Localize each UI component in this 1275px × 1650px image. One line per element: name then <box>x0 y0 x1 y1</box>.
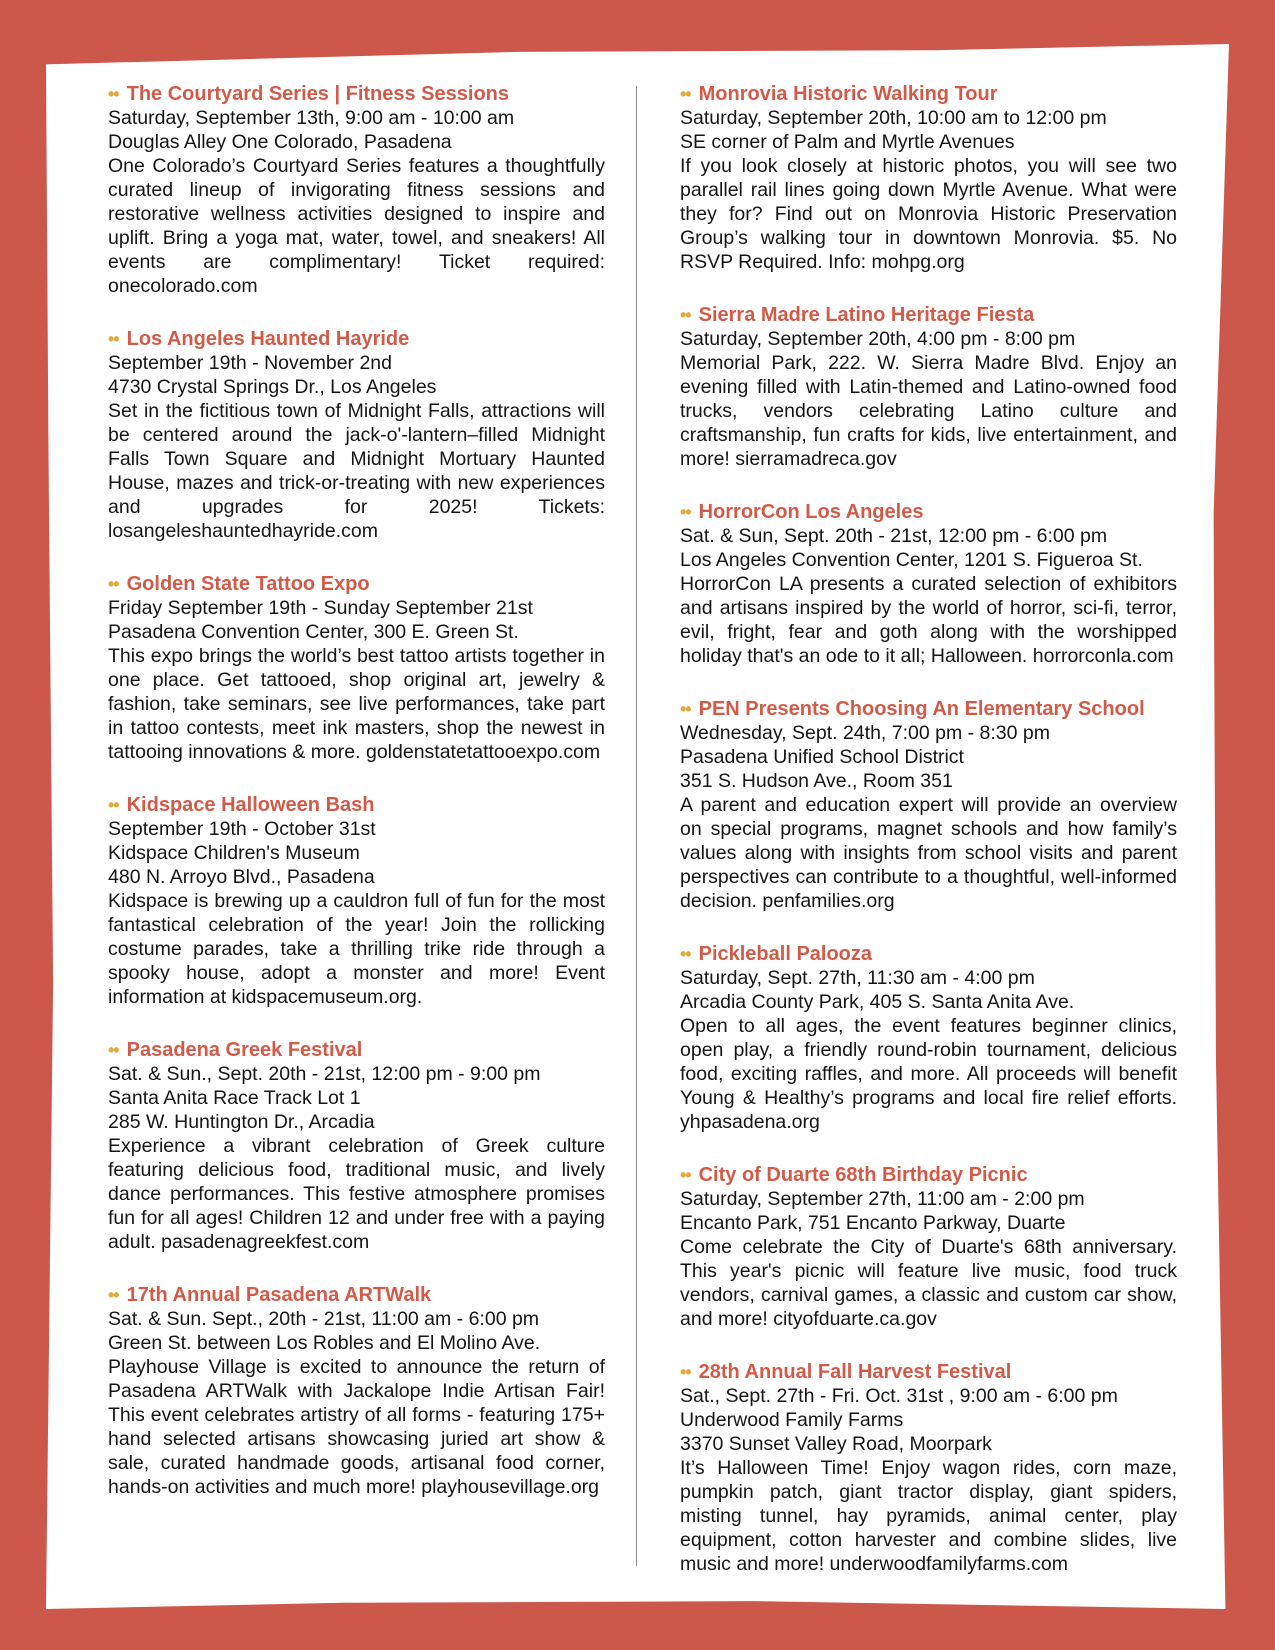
event-location: 3370 Sunset Valley Road, Moorpark <box>680 1433 992 1455</box>
event-listing <box>108 793 605 1009</box>
event-description: HorrorCon LA presents a curated selection of exhibitors and artisans inspired by the world of horror, sci-fi, terror, evil, fright, fear and goth along with the worshipped holiday that's an ode to it all; Halloween. horrorconla.com <box>680 573 1177 667</box>
event-title: •• City of Duarte 68th Birthday Picnic <box>680 1164 1028 1186</box>
event-title: •• Los Angeles Haunted Hayride <box>108 328 410 350</box>
event-location: Douglas Alley One Colorado, Pasadena <box>108 131 452 153</box>
bullet-icon: •• <box>108 574 119 594</box>
event-title: •• The Courtyard Series | Fitness Sessions <box>108 83 510 105</box>
event-date: Sat. & Sun, Sept. 20th - 21st, 12:00 pm - 6:00 pm <box>680 525 1108 547</box>
event-listing <box>680 303 1177 471</box>
event-title: •• Pickleball Palooza <box>680 943 873 965</box>
bullet-icon: •• <box>680 699 691 719</box>
event-description: Kidspace is brewing up a cauldron full of fun for the most fantastical celebration of the year! Join the rollicking costume parades, take a thrilling trike ride through a spooky house, adopt a monster and more! Event information at kidspacemuseum.org. <box>108 890 605 1008</box>
event-date: Saturday, September 27th, 11:00 am - 2:00 pm <box>680 1188 1085 1210</box>
right-column <box>680 82 1177 1605</box>
bullet-icon: •• <box>680 84 691 104</box>
event-title: •• Sierra Madre Latino Heritage Fiesta <box>680 304 1035 326</box>
event-location: Green St. between Los Robles and El Molino Ave. <box>108 1332 541 1354</box>
event-date: Sat. & Sun., Sept. 20th - 21st, 12:00 pm - 9:00 pm <box>108 1063 541 1085</box>
event-listing <box>108 1038 605 1254</box>
event-listing <box>108 82 605 298</box>
event-venue: Pasadena Unified School District <box>680 746 964 768</box>
event-listing <box>680 82 1177 274</box>
event-listing <box>680 942 1177 1134</box>
event-description: Open to all ages, the event features beginner clinics, open play, a friendly round-robin tournament, delicious food, exciting raffles, and more. All proceeds will benefit Young & Healthy’s programs and local fire relief efforts. yhpasadena.org <box>680 1015 1177 1133</box>
event-location: 4730 Crystal Springs Dr., Los Angeles <box>108 376 437 398</box>
event-location: Los Angeles Convention Center, 1201 S. Figueroa St. <box>680 549 1143 571</box>
event-listing <box>108 1283 605 1499</box>
event-description: If you look closely at historic photos, you will see two parallel rail lines going down Myrtle Avenue. What were they for? Find out on Monrovia Historic Preservation Group’s walking tour in downtown Monrovia. $5. No RSVP Required. Info: mohpg.org <box>680 155 1177 273</box>
event-title: •• Golden State Tattoo Expo <box>108 573 370 595</box>
event-listing <box>108 572 605 764</box>
event-description: One Colorado’s Courtyard Series features a thoughtfully curated lineup of invigorating fitness sessions and restorative wellness activities designed to inspire and uplift. Bring a yoga mat, water, towel, and sneakers! All events are complimentary! Ticket required: onecolorado.com <box>108 155 605 297</box>
event-location: Pasadena Convention Center, 300 E. Green St. <box>108 621 519 643</box>
bullet-icon: •• <box>108 795 119 815</box>
event-date: Sat. & Sun. Sept., 20th - 21st, 11:00 am - 6:00 pm <box>108 1308 540 1330</box>
event-description: It’s Halloween Time! Enjoy wagon rides, corn maze, pumpkin patch, giant tractor display, giant spiders, misting tunnel, hay pyramids, animal center, play equipment, cotton harvester and combine slides, live music and more! underwoodfamilyfarms.com <box>680 1457 1177 1575</box>
column-divider <box>636 86 637 1566</box>
bullet-icon: •• <box>680 1362 691 1382</box>
bullet-icon: •• <box>108 1040 119 1060</box>
event-description: Come celebrate the City of Duarte's 68th anniversary. This year's picnic will feature live music, food truck vendors, carnival games, a classic and custom car show, and more! cityofduarte.ca.gov <box>680 1236 1177 1330</box>
event-venue: Kidspace Children's Museum <box>108 842 360 864</box>
bullet-icon: •• <box>108 1285 119 1305</box>
event-description: Playhouse Village is excited to announce the return of Pasadena ARTWalk with Jackalope Indie Artisan Fair! This event celebrates artistry of all forms - featuring 175+ hand selected artisans showcasing juried art show & sale, curated handmade goods, artisanal food corner, hands-on activities and much more! playhousevillage.org <box>108 1356 605 1498</box>
bullet-icon: •• <box>108 329 119 349</box>
event-date: Wednesday, Sept. 24th, 7:00 pm - 8:30 pm <box>680 722 1050 744</box>
bullet-icon: •• <box>680 944 691 964</box>
event-location: 285 W. Huntington Dr., Arcadia <box>108 1111 375 1133</box>
event-listing <box>108 327 605 543</box>
event-location: 480 N. Arroyo Blvd., Pasadena <box>108 866 375 888</box>
event-title: •• HorrorCon Los Angeles <box>680 501 924 523</box>
bullet-icon: •• <box>108 84 119 104</box>
event-date: Saturday, September 13th, 9:00 am - 10:00 am <box>108 107 515 129</box>
event-title: •• Kidspace Halloween Bash <box>108 794 375 816</box>
event-date: September 19th - October 31st <box>108 818 376 840</box>
event-location: Arcadia County Park, 405 S. Santa Anita Ave. <box>680 991 1075 1013</box>
event-date: Saturday, Sept. 27th, 11:30 am - 4:00 pm <box>680 967 1035 989</box>
event-description: This expo brings the world’s best tattoo artists together in one place. Get tattooed, shop original art, jewelry & fashion, take seminars, see live performances, take part in tattoo contests, meet ink masters, shop the newest in tattooing innovations & more. goldenstatetattooexpo.com <box>108 645 605 763</box>
event-date: September 19th - November 2nd <box>108 352 392 374</box>
event-title: •• Monrovia Historic Walking Tour <box>680 83 998 105</box>
event-title: •• Pasadena Greek Festival <box>108 1039 363 1061</box>
event-description: A parent and education expert will provide an overview on special programs, magnet schools and how family’s values along with insights from school visits and parent perspectives can contribute to a thoughtful, well-informed decision. penfamilies.org <box>680 794 1177 912</box>
event-description: Memorial Park, 222. W. Sierra Madre Blvd. Enjoy an evening filled with Latin-themed and Latino-owned food trucks, vendors celebrating Latino culture and craftsmanship, fun crafts for kids, live entertainment, and more! sierramadreca.gov <box>680 352 1177 470</box>
event-date: Sat., Sept. 27th - Fri. Oct. 31st , 9:00 am - 6:00 pm <box>680 1385 1118 1407</box>
event-listing <box>680 1360 1177 1576</box>
left-column <box>108 82 605 1528</box>
bullet-icon: •• <box>680 502 691 522</box>
event-description: Set in the fictitious town of Midnight Falls, attractions will be centered around the jack-o'-lantern–filled Midnight Falls Town Square and Midnight Mortuary Haunted House, mazes and trick-or-treating with new experiences and upgrades for 2025! Tickets: losangeleshauntedhayride.com <box>108 400 605 542</box>
event-listing <box>680 500 1177 668</box>
event-description: Experience a vibrant celebration of Greek culture featuring delicious food, traditional music, and lively dance performances. This festive atmosphere promises fun for all ages! Children 12 and under free with a paying adult. pasadenagreekfest.com <box>108 1135 605 1253</box>
event-title: •• 17th Annual Pasadena ARTWalk <box>108 1284 432 1306</box>
bullet-icon: •• <box>680 305 691 325</box>
bullet-icon: •• <box>680 1165 691 1185</box>
event-location: Encanto Park, 751 Encanto Parkway, Duarte <box>680 1212 1066 1234</box>
event-listing <box>680 697 1177 913</box>
event-listing <box>680 1163 1177 1331</box>
event-date: Saturday, September 20th, 4:00 pm - 8:00 pm <box>680 328 1076 350</box>
event-date: Friday September 19th - Sunday September 21st <box>108 597 533 619</box>
event-location: SE corner of Palm and Myrtle Avenues <box>680 131 1015 153</box>
event-date: Saturday, September 20th, 10:00 am to 12:00 pm <box>680 107 1107 129</box>
event-venue: Underwood Family Farms <box>680 1409 904 1431</box>
event-location: 351 S. Hudson Ave., Room 351 <box>680 770 953 792</box>
event-venue: Santa Anita Race Track Lot 1 <box>108 1087 361 1109</box>
event-title: •• 28th Annual Fall Harvest Festival <box>680 1361 1012 1383</box>
event-title: •• PEN Presents Choosing An Elementary School <box>680 698 1145 720</box>
